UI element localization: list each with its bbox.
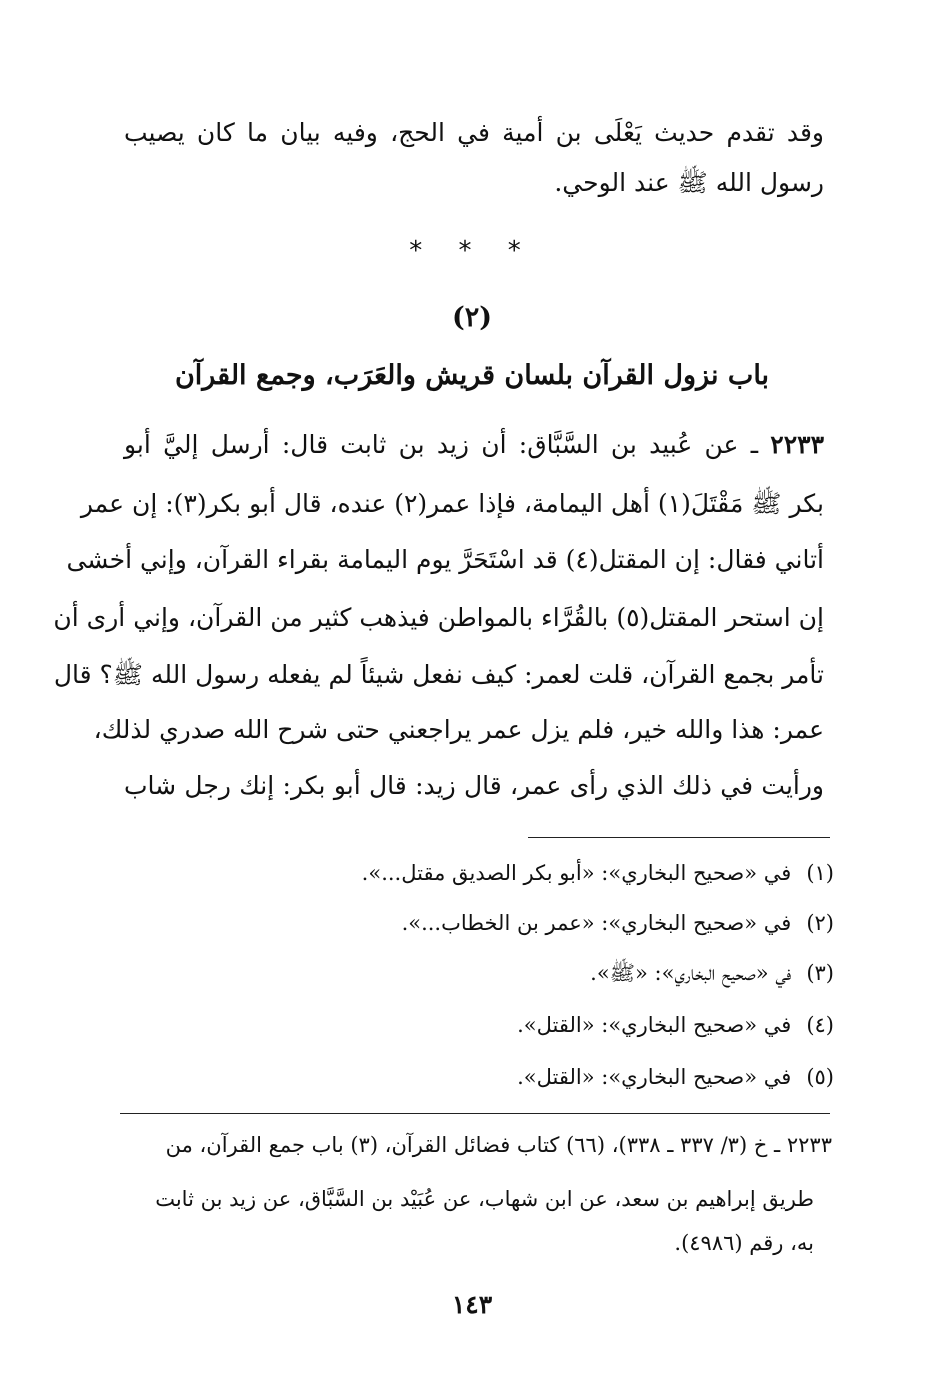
hadith-line-1-text: ـ عن عُبيد بن السَّبَّاق: أن زيد بن ثابت قال: أرسل إليَّ أبو	[124, 430, 759, 459]
chapter-title: باب نزول القرآن بلسان قريش والعَرَب، وجمع القرآن	[174, 360, 770, 391]
intro-line-2: رسول الله ﷺ عند الوحي.	[554, 168, 824, 197]
hadith-line-1	[124, 425, 824, 465]
footnote-1-text: في «صحيح البخاري»: «أبو بكر الصديق مقتل...».	[361, 861, 792, 885]
chapter-number: (٢)	[451, 302, 493, 333]
footnote-4-number: (٤)	[806, 1013, 834, 1037]
source-divider	[120, 1113, 830, 1114]
hadith-line-4: إن استحر المقتل(٥) بالقُرَّاء بالمواطن فيذهب كثير من القرآن، وإني أرى أن	[53, 603, 824, 632]
hadith-line-6: عمر: هذا والله خير، فلم يزل عمر يراجعني حتى شرح الله صدري لذلك،	[93, 715, 824, 744]
footnote-3-text: في «صحيح البخاري»: «ﷺ».	[590, 961, 792, 985]
page-number: ١٤٣	[451, 1290, 493, 1319]
footnote-3	[590, 958, 834, 988]
source-line-3: به، رقم (٤٩٨٦).	[674, 1231, 814, 1255]
footnote-1-number: (١)	[806, 861, 834, 885]
hadith-line-3: أتاني فقال: إن المقتل(٤) قد اسْتَحَرَّ يوم اليمامة بقراء القرآن، وإني أخشى	[66, 545, 824, 574]
source-line-2: طريق إبراهيم بن سعد، عن ابن شهاب، عن عُبَيْد بن السَّبَّاق، عن زيد بن ثابت	[155, 1187, 814, 1211]
hadith-line-7: ورأيت في ذلك الذي رأى عمر، قال زيد: قال أبو بكر: إنك رجل شاب	[124, 771, 824, 800]
footnote-1	[362, 858, 834, 888]
footnote-2-number: (٢)	[806, 911, 834, 935]
footnote-5	[517, 1062, 834, 1092]
footnote-4-text: في «صحيح البخاري»: «القتل».	[517, 1013, 792, 1037]
source-line-1: ٢٢٣٣ ـ خ (٣/ ٣٣٧ ـ ٣٣٨)، (٦٦) كتاب فضائل القرآن، (٣) باب جمع القرآن، من	[165, 1133, 832, 1157]
footnote-5-number: (٥)	[806, 1065, 834, 1089]
hadith-line-2: بكر ﷺ مَقْتَلَ(١) أهل اليمامة، فإذا عمر(٢) عنده، قال أبو بكر(٣): إن عمر	[80, 489, 824, 518]
footnote-5-text: في «صحيح البخاري»: «القتل».	[517, 1065, 792, 1089]
footnote-4	[517, 1010, 834, 1040]
footnote-2-text: في «صحيح البخاري»: «عمر بن الخطاب...».	[401, 911, 792, 935]
footnote-3-number: (٣)	[806, 961, 834, 985]
hadith-line-5: تأمر بجمع القرآن، قلت لعمر: كيف نفعل شيئاً لم يفعله رسول الله ﷺ؟ قال	[53, 660, 824, 689]
section-separator: * * *	[409, 236, 535, 266]
intro-line-1: وقد تقدم حديث يَعْلَى بن أمية في الحج، وفيه بيان ما كان يصيب	[124, 118, 824, 147]
footnote-2	[402, 908, 834, 938]
hadith-number: ٢٢٣٣	[770, 430, 824, 459]
footnote-divider	[528, 837, 830, 838]
